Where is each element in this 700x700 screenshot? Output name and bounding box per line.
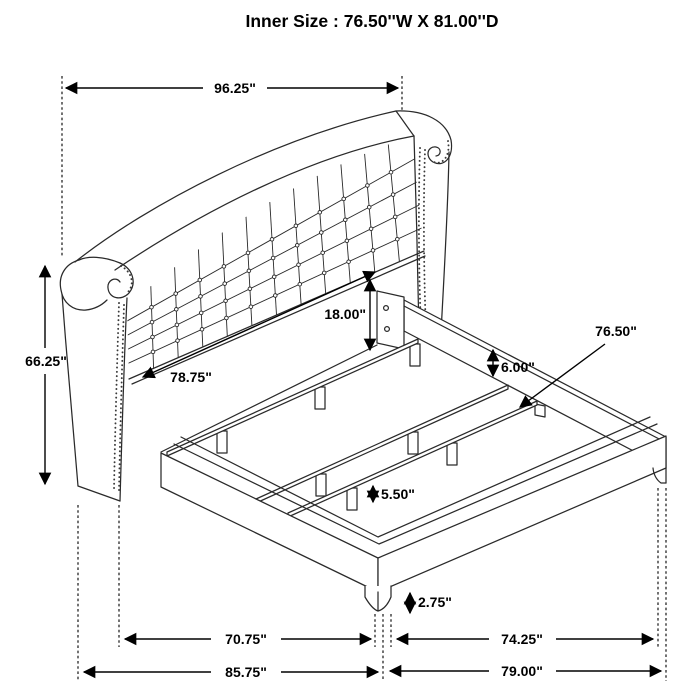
bed-frame <box>161 345 666 611</box>
dim-label-rail-height: 6.00" <box>501 359 535 375</box>
dim-headboard-width <box>66 80 398 96</box>
dim-overall-width <box>390 663 661 679</box>
inner-size-title: Inner Size : 76.50''W X 81.00''D <box>245 11 499 31</box>
dim-label-slat-leg-height: 5.50" <box>381 486 415 502</box>
dim-footboard-inner-width <box>397 631 653 647</box>
nailhead-trim-right <box>419 148 421 330</box>
dim-label-headboard-width: 96.25" <box>214 80 256 96</box>
side-rail-right <box>377 291 666 468</box>
dim-label-headboard-height: 66.25" <box>25 353 67 369</box>
dim-headboard-height <box>25 266 67 484</box>
nailhead-trim-left <box>114 303 119 490</box>
headboard-bracket <box>377 291 404 349</box>
dim-label-overall-depth: 85.75" <box>225 664 267 680</box>
dim-slat-leg-height <box>373 486 415 502</box>
dim-label-headboard-base: 78.75" <box>170 369 212 385</box>
dim-foot-height <box>410 593 452 613</box>
dim-label-headboard-gap: 18.00" <box>324 306 366 322</box>
dim-label-side-inner-depth: 70.75" <box>225 631 267 647</box>
dim-label-footboard-inner-width: 74.25" <box>501 631 543 647</box>
dim-label-overall-width: 79.00" <box>501 663 543 679</box>
dim-label-foot-height: 2.75" <box>418 594 452 610</box>
dim-overall-depth <box>84 664 378 680</box>
dim-label-slat-length: 76.50" <box>595 323 637 339</box>
dim-side-inner-depth <box>125 631 371 647</box>
